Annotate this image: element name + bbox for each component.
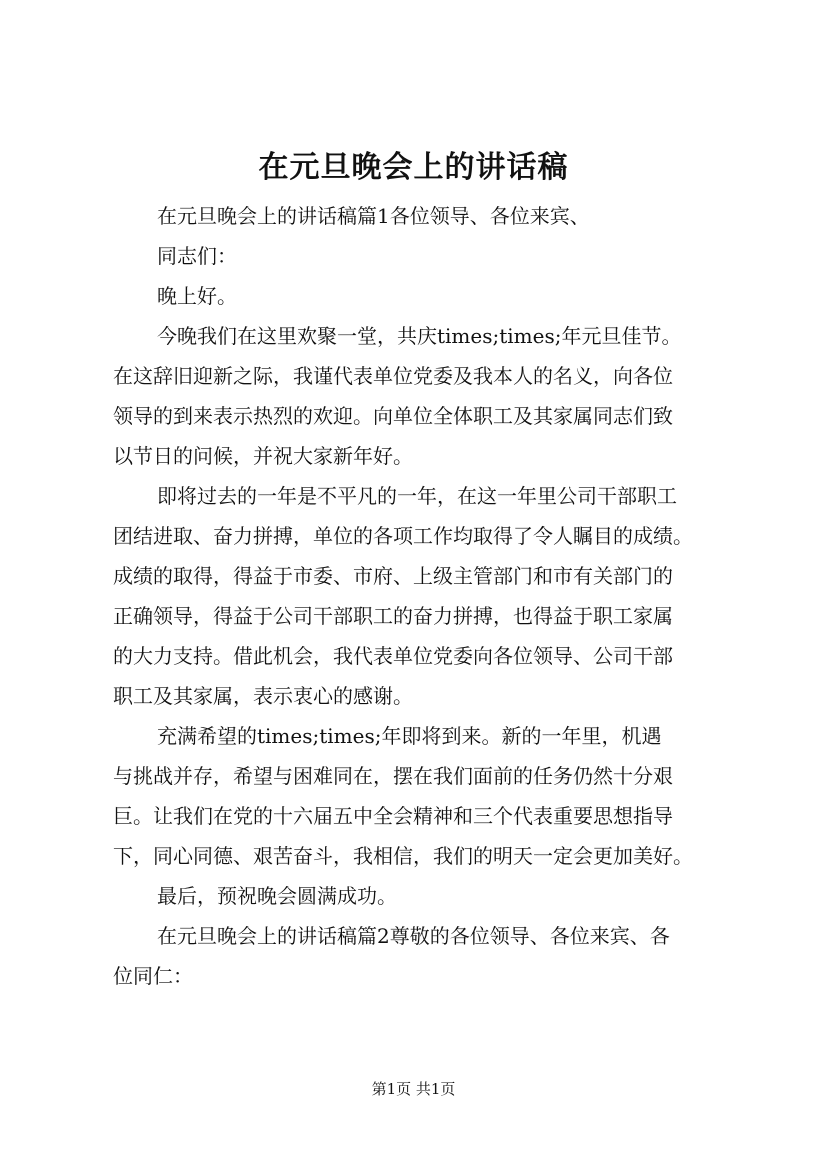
text-line: 职工及其家属，表示衷心的感谢。 [113,684,413,708]
text-line: 在元旦晚会上的讲话稿篇2尊敬的各位领导、各位来宾、各 [157,924,670,948]
text-line: 团结进取、奋力拼搏，单位的各项工作均取得了令人瞩目的成绩。 [113,524,693,548]
page-footer: 第1页 共1页 [371,1080,456,1098]
text-line: 下，同心同德、艰苦奋斗，我相信，我们的明天一定会更加美好。 [113,844,693,868]
text-line: 今晚我们在这里欢聚一堂，共庆times;times;年元旦佳节。 [157,324,682,348]
text-line: 位同仁： [113,964,193,988]
text-line: 以节日的问候，并祝大家新年好。 [113,444,413,468]
text-line: 在元旦晚会上的讲话稿篇1各位领导、各位来宾、 [157,204,590,228]
text-line: 领导的到来表示热烈的欢迎。向单位全体职工及其家属同志们致 [113,404,673,428]
text-line: 晚上好。 [157,284,237,308]
text-line: 成绩的取得，得益于市委、市府、上级主管部门和市有关部门的 [113,564,673,588]
document-title: 在元旦晚会上的讲话稿 [258,150,569,185]
text-line: 与挑战并存，希望与困难同在，摆在我们面前的任务仍然十分艰 [113,764,673,788]
text-line: 同志们： [157,244,237,268]
text-line: 即将过去的一年是不平凡的一年，在这一年里公司干部职工 [157,484,677,508]
text-line: 的大力支持。借此机会，我代表单位党委向各位领导、公司干部 [113,644,673,668]
text-line: 正确领导，得益于公司干部职工的奋力拼搏，也得益于职工家属 [113,604,673,628]
document-body [113,196,753,996]
text-line: 最后，预祝晚会圆满成功。 [157,884,397,908]
text-line: 巨。让我们在党的十六届五中全会精神和三个代表重要思想指导 [113,804,673,828]
text-line: 在这辞旧迎新之际，我谨代表单位党委及我本人的名义，向各位 [113,364,673,388]
text-line: 充满希望的times;times;年即将到来。新的一年里，机遇 [157,724,662,748]
